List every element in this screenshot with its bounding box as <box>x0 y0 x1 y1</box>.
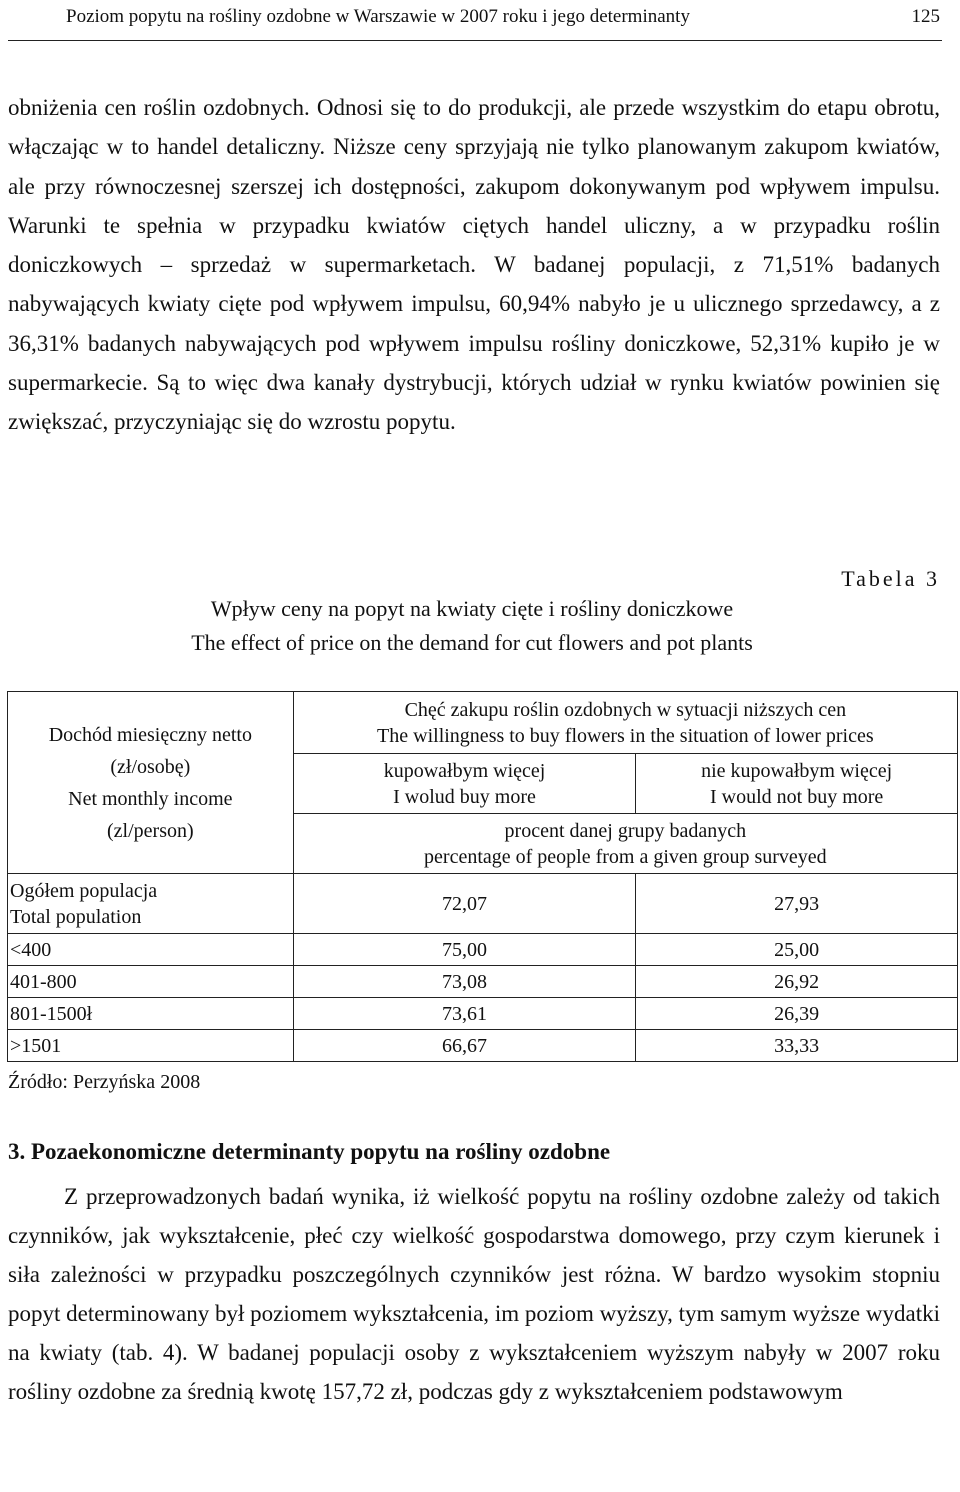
body-paragraph-2: Z przeprowadzonych badań wynika, iż wielkość popytu na rośliny ozdobne zależy od takich czynników, jak wykształcenie, płeć czy wielkość gospodarstwa domowego, przy czym kierunek i siła zależności w przypadku poszczególnych czynników jest różna. W bardzo wysokim stopniu popyt determinowany był poziomem wykształcenia, im poziom wyższy, tym samym wyższe wydatki na kwiaty (tab. 4). W badanej populacji osoby z wykształceniem wyższym nabyły w 2007 roku rośliny ozdobne za średnią kwotę 157,72 zł, podczas gdy z wykształceniem podstawowym <box>8 1184 940 1404</box>
income-header-line3: Net monthly income <box>68 787 233 810</box>
group-header-cell <box>293 692 957 754</box>
col-header-more-en: I wolud buy more <box>393 785 536 808</box>
col-header-more <box>293 754 636 814</box>
row-not-more-value: 26,39 <box>636 998 958 1030</box>
data-table <box>7 691 958 1062</box>
table-row <box>8 934 958 966</box>
table-row-total <box>8 874 958 934</box>
row-not-more-value: 25,00 <box>636 934 958 966</box>
row-not-more-value: 26,92 <box>636 966 958 998</box>
col-header-not-more <box>636 754 958 814</box>
col-header-not-more-pl: nie kupowałbym więcej <box>701 759 893 782</box>
row-label: >1501 <box>8 1030 294 1062</box>
total-label-en: Total population <box>10 905 142 928</box>
col-header-not-more-en: I would not buy more <box>710 785 884 808</box>
row-label: 401-800 <box>8 966 294 998</box>
col-header-more-pl: kupowałbym więcej <box>383 759 546 782</box>
income-header-cell <box>8 692 294 874</box>
row-more-value: 73,08 <box>293 966 636 998</box>
income-header-line4: (zl/person) <box>107 819 194 842</box>
row-more-value: 73,61 <box>293 998 636 1030</box>
table-caption-en: The effect of price on the demand for cut flowers and pot plants <box>191 630 753 655</box>
table-row <box>8 966 958 998</box>
row-label: 801-1500ł <box>8 998 294 1030</box>
unit-cell <box>293 814 957 874</box>
running-title: Poziom popytu na rośliny ozdobne w Warszawie w 2007 roku i jego determinanty <box>66 6 690 27</box>
group-header-pl: Chęć zakupu roślin ozdobnych w sytuacji niższych cen <box>404 698 847 721</box>
table-label: Tabela 3 <box>841 566 940 591</box>
table-caption-pl: Wpływ ceny na popyt na kwiaty cięte i rośliny doniczkowe <box>210 596 734 621</box>
table-source: Źródło: Perzyńska 2008 <box>8 1071 201 1093</box>
income-header-line1: Dochód miesięczny netto <box>48 723 252 746</box>
row-label-total <box>8 874 294 934</box>
section-heading: 3. Pozaekonomiczne determinanty popytu na rośliny ozdobne <box>8 1139 611 1164</box>
row-more-value: 66,67 <box>293 1030 636 1062</box>
group-header-en: The willingness to buy flowers in the situation of lower prices <box>377 724 874 747</box>
income-header-line2: (zł/osobę) <box>110 755 191 778</box>
row-label: <400 <box>8 934 294 966</box>
body-paragraph-1: obniżenia cen roślin ozdobnych. Odnosi się to do produkcji, ale przede wszystkim do etapu obrotu, włączając w to handel detaliczny. Niższe ceny sprzyjają nie tylko planowanym zakupom kwiatów, ale przy równoczesnej szerszej ich dostępności, zakupom dokonywanym pod wpływem impulsu. Warunki te spełnia w przypadku kwiatów ciętych handel uliczny, a w przypadku roślin doniczkowych – sprzedaż w supermarketach. W badanej populacji, z 71,51% badanych nabywających kwiaty cięte pod wpływem impulsu, 60,94% nabyło je u ulicznego sprzedawcy, a z 36,31% badanych nabywających pod wpływem impulsu rośliny doniczkowe, 52,31% kupiło je w supermarkecie. Są to więc dwa kanały dystrybucji, których udział w rynku kwiatów powinien się zwiększać, przyczyniając się do wzrostu popytu. <box>8 95 940 435</box>
running-header <box>8 0 942 41</box>
total-label-pl: Ogółem populacja <box>10 879 158 902</box>
unit-pl: procent danej grupy badanych <box>504 819 747 842</box>
table-row <box>8 998 958 1030</box>
row-more-value: 75,00 <box>293 934 636 966</box>
page-number: 125 <box>911 6 940 27</box>
total-not-more-value: 27,93 <box>636 874 958 934</box>
table-row <box>8 1030 958 1062</box>
unit-en: percentage of people from a given group surveyed <box>424 845 827 868</box>
total-more-value: 72,07 <box>293 874 636 934</box>
row-not-more-value: 33,33 <box>636 1030 958 1062</box>
